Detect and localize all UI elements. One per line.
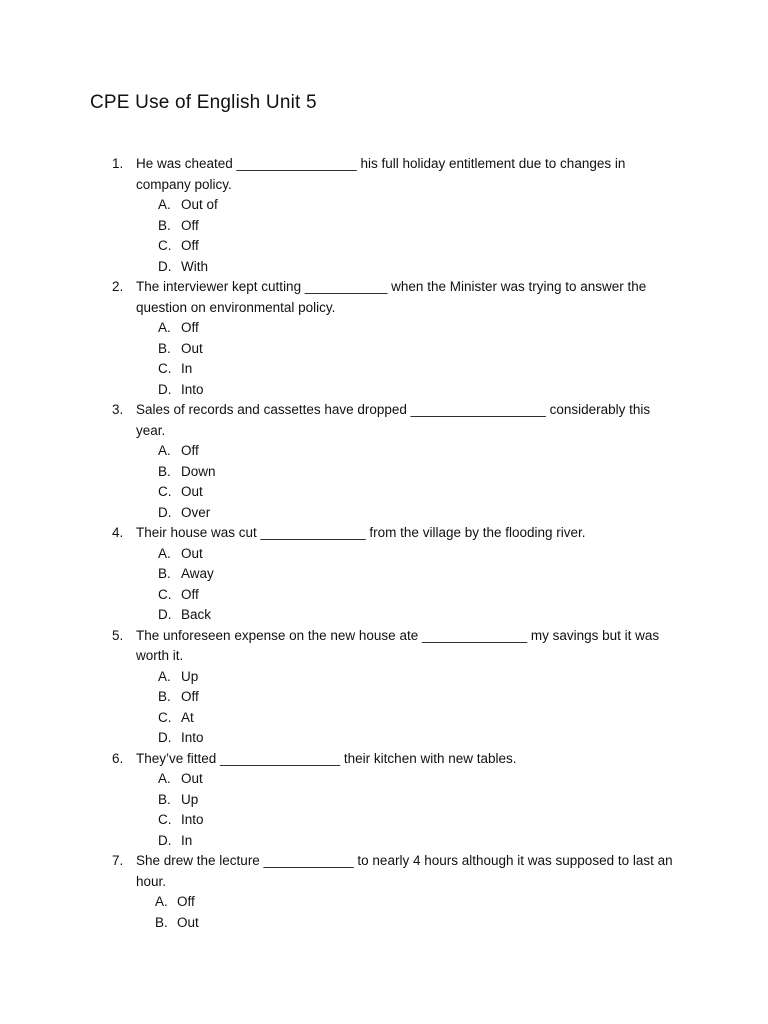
question-item [0,400,768,523]
option-text: Off [181,689,199,704]
question-text: Sales of records and cassettes have dropped __________________ considerably this year. [136,402,651,438]
question-text: She drew the lecture ____________ to nearly 4 hours although it was supposed to last an hour. [136,853,673,889]
question-text: They’ve fitted ________________ their kitchen with new tables. [136,750,517,766]
question-text: He was cheated ________________ his full holiday entitlement due to changes in company policy. [136,156,626,192]
option-item [0,195,768,216]
option-item [0,585,768,606]
question-number: 1. [112,156,124,171]
question-text: Their house was cut ______________ from the village by the flooding river. [136,525,586,540]
question-text: The interviewer kept cutting ___________ when the Minister was trying to answer the question on environmental policy. [136,279,647,315]
option-letter: B. [158,463,171,479]
option-letter: B. [158,566,171,581]
option-letter: D. [158,730,172,745]
question-number: 6. [112,750,124,766]
option-letter: B. [158,217,171,233]
option-text: Off [181,443,199,458]
option-item [0,544,768,565]
option-list [0,667,768,749]
page-title: CPE Use of English Unit 5 [90,92,317,113]
question-number: 7. [112,853,124,868]
option-text: Away [181,566,214,581]
option-text: With [181,258,208,274]
option-text: Off [181,217,199,233]
option-item [0,441,768,462]
option-letter: B. [158,340,171,356]
question-item [0,851,768,933]
option-text: Off [177,894,195,909]
question-number: 2. [112,279,124,294]
option-letter: B. [155,914,168,930]
option-list [0,441,768,523]
question-item [0,523,768,626]
option-text: Out [181,484,203,499]
question-number: 4. [112,525,124,540]
option-letter: A. [158,197,171,212]
option-text: Out [181,771,203,786]
option-text: Into [181,730,204,745]
option-letter: D. [158,381,172,397]
option-letter: B. [158,791,171,807]
option-letter: B. [158,689,171,704]
option-text: At [181,709,194,725]
option-list [0,892,768,933]
option-item [0,564,768,585]
option-letter: C. [158,812,172,827]
option-text: Up [181,668,199,684]
option-text: Off [181,320,199,335]
option-list [0,769,768,851]
option-text: Down [181,463,216,479]
question-number: 3. [112,402,124,417]
option-text: Over [181,504,211,520]
option-item [0,257,768,278]
option-text: Off [181,238,199,253]
option-letter: A. [158,320,171,335]
option-text: Out [177,914,199,930]
option-list [0,544,768,626]
question-list [0,154,768,933]
option-item [0,728,768,749]
option-letter: D. [158,504,172,520]
option-text: Out [181,545,203,561]
question-item [0,626,768,749]
option-item [0,913,768,934]
option-letter: D. [158,607,172,622]
option-text: Out [181,340,203,356]
option-item [0,605,768,626]
option-text: In [181,361,193,376]
option-letter: A. [158,668,171,684]
option-letter: A. [155,894,168,909]
option-letter: C. [158,586,172,602]
option-item [0,831,768,852]
option-item [0,339,768,360]
option-item [0,503,768,524]
option-item [0,810,768,831]
option-text: Back [181,607,212,622]
option-item [0,687,768,708]
option-letter: A. [158,545,171,561]
option-item [0,667,768,688]
question-text: The unforeseen expense on the new house ate ______________ my savings but it was worth it. [136,627,660,663]
question-item [0,749,768,852]
option-item [0,790,768,811]
option-text: Out of [181,197,218,212]
option-letter: C. [158,484,172,499]
option-item [0,708,768,729]
option-item [0,769,768,790]
question-item [0,154,768,277]
option-text: Into [181,812,204,827]
option-letter: A. [158,443,171,458]
option-item [0,216,768,237]
option-letter: C. [158,361,172,376]
option-item [0,359,768,380]
option-item [0,462,768,483]
option-item [0,892,768,913]
question-item [0,277,768,400]
option-letter: A. [158,771,171,786]
option-item [0,482,768,503]
option-list [0,195,768,277]
option-item [0,318,768,339]
option-letter: C. [158,709,172,725]
option-text: Up [181,791,199,807]
option-text: Into [181,381,204,397]
question-number: 5. [112,627,124,643]
option-list [0,318,768,400]
option-text: In [181,832,193,848]
option-letter: D. [158,258,172,274]
option-item [0,380,768,401]
option-item [0,236,768,257]
option-text: Off [181,586,199,602]
option-letter: D. [158,832,172,848]
option-letter: C. [158,238,172,253]
